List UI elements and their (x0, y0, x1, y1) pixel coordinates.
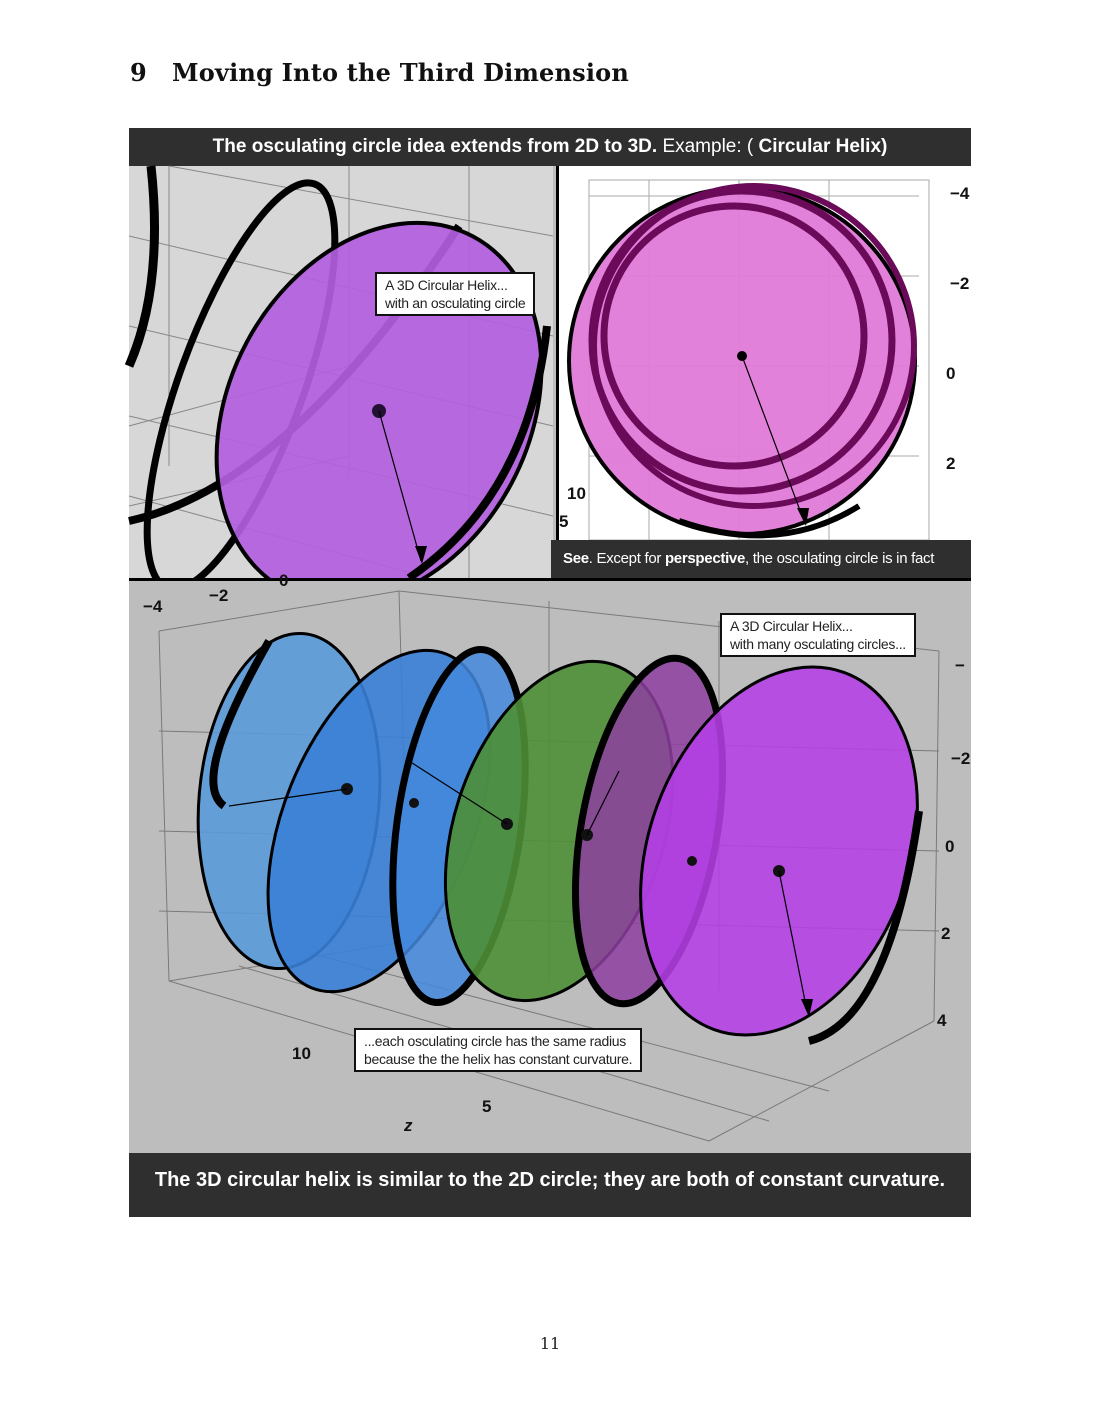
see-perspective: perspective (664, 550, 746, 567)
bot-tick-y5: 4 (937, 1011, 947, 1030)
tr-tick-4: 2 (946, 454, 956, 473)
banner-example-label: Example: ( (662, 136, 754, 157)
bot-tick-x3: 0 (279, 571, 289, 590)
callout-br-line1: A 3D Circular Helix... (730, 618, 853, 634)
callout-top-line1: A 3D Circular Helix... (385, 277, 508, 293)
figure-bottom-banner: The 3D circular helix is similar to the 2D circle; they are both of constant curvature. (129, 1153, 971, 1217)
callout-br-line2: with many osculating circles... (730, 636, 906, 652)
callout-top (375, 272, 535, 316)
bot-tick-y1: − (955, 656, 965, 675)
bot-tick-y3: 0 (945, 837, 955, 856)
figure-top-banner (129, 128, 971, 166)
tr-tick-2: −2 (950, 274, 970, 293)
section-title: Moving Into the Third Dimension (172, 58, 630, 87)
tr-tick-3: 0 (946, 364, 956, 383)
helix-figure (129, 128, 971, 1217)
bot-tick-y4: 2 (941, 924, 951, 943)
top-right-plot (556, 166, 974, 578)
see-label: See (563, 550, 589, 567)
top-right-plot-svg (559, 166, 974, 578)
z-axis-label: z (404, 1116, 413, 1135)
banner-bold-text: The osculating circle idea extends from 2D to 3D. (212, 136, 658, 157)
callout-top-line2: with an osculating circle (385, 295, 526, 311)
callout-bottom-right (720, 613, 916, 657)
bot-tick-z2: 5 (482, 1097, 492, 1116)
see-caption (551, 540, 971, 578)
bot-tick-y2: −2 (951, 749, 971, 768)
bot-tick-x1: −4 (143, 597, 163, 616)
banner-close-paren: ) (881, 136, 888, 157)
banner-example-name: Circular Helix (758, 136, 882, 157)
tr-tick-1: −4 (950, 184, 970, 203)
tr-tick-6: 5 (559, 512, 569, 531)
top-left-plot (129, 166, 553, 578)
bot-tick-z1: 10 (292, 1044, 311, 1063)
bot-tick-x2: −2 (209, 586, 229, 605)
see-text-1: . Except for (588, 550, 665, 567)
top-left-plot-svg (129, 166, 553, 578)
section-heading (130, 58, 629, 87)
callout-bm-line1: ...each osculating circle has the same radius (364, 1033, 626, 1049)
callout-bm-line2: because the the helix has constant curvature. (364, 1051, 633, 1067)
page-number: 11 (539, 1334, 561, 1353)
tr-tick-5: 10 (567, 484, 586, 503)
callout-bottom-middle (354, 1028, 642, 1072)
see-text-2: , the osculating circle is in fact (745, 550, 935, 567)
section-number: 9 (130, 58, 147, 87)
